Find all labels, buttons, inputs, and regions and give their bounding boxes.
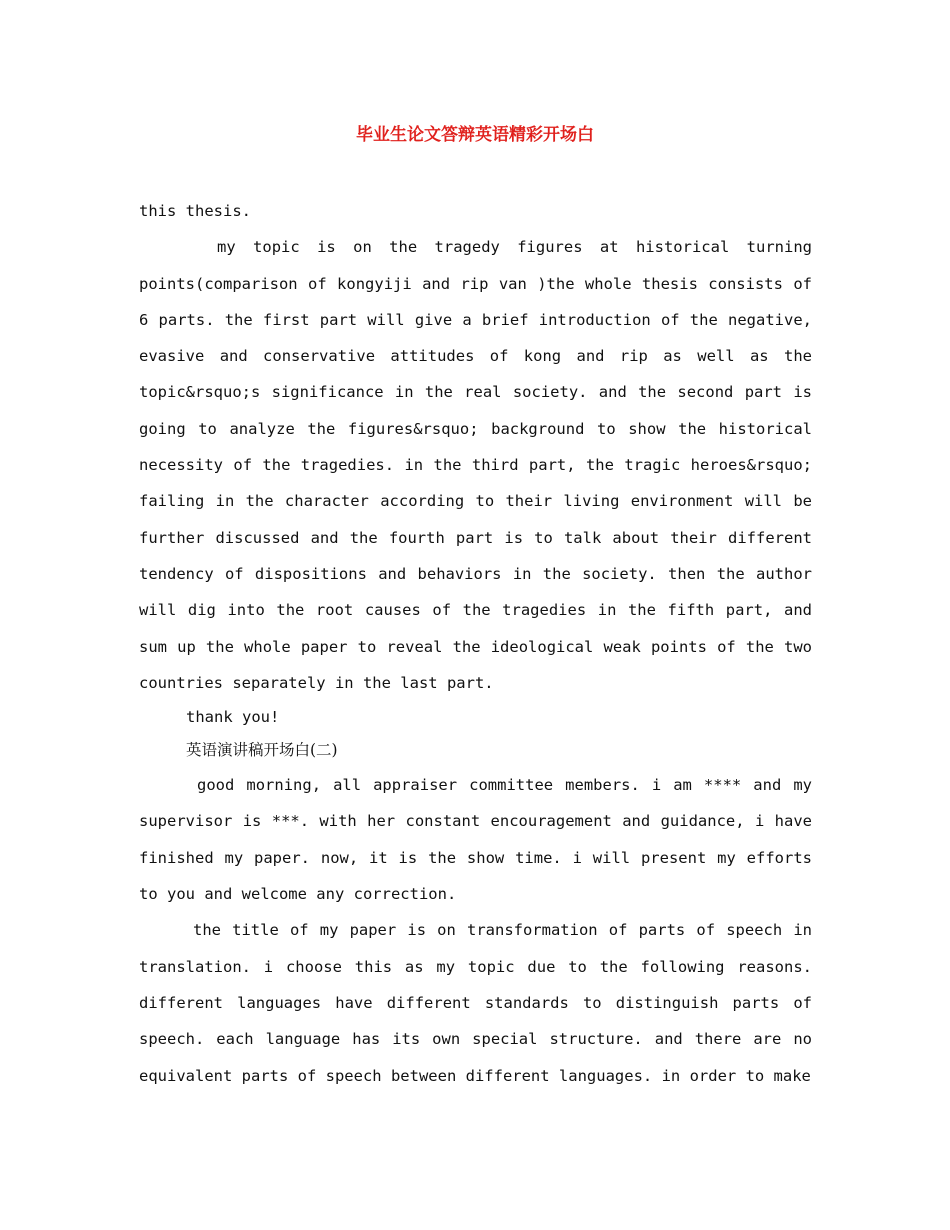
section-heading-speech-opening: 英语演讲稿开场白(二) — [186, 741, 338, 760]
document-title: 毕业生论文答辩英语精彩开场白 — [356, 125, 594, 145]
paragraph-thank-you: thank you! — [186, 708, 280, 727]
paragraph-thesis-end: this thesis. — [139, 202, 251, 220]
paragraph-topic: my topic is on the tragedy figures at historical turning points(comparison of kongyiji and rip van )the whole thesis consists of 6 parts. the first part will give a brief introduction of the negative, evasive and conservative attitudes of kong and rip as well as the topic&rsquo;s significance in the real society. and the second part is going to analyze the figures&rsquo; background to show the historical necessity of the tragedies. in the third part, the tragic heroes&rsquo; failing in the character according to their living environment will be further discussed and the fourth part is to talk about their different tendency of dispositions and behaviors in the society. then the author will dig into the root causes of the tragedies in the fifth part, and sum up the whole paper to reveal the ideological weak points of the two countries separately in the last part. — [139, 238, 812, 692]
document-body — [139, 193, 812, 1094]
paragraph-paper-title: the title of my paper is on transformation of parts of speech in translation. i choose this as my topic due to the following reasons. different languages have different standards to distinguish parts of speech. each language has its own special structure. and there are no equivalent parts of speech between different languages. in order to make — [139, 921, 812, 1085]
paragraph-greeting: good morning, all appraiser committee members. i am **** and my supervisor is ***. with her constant encouragement and guidance, i have finished my paper. now, it is the show time. i will present my efforts to you and welcome any correction. — [139, 776, 812, 904]
